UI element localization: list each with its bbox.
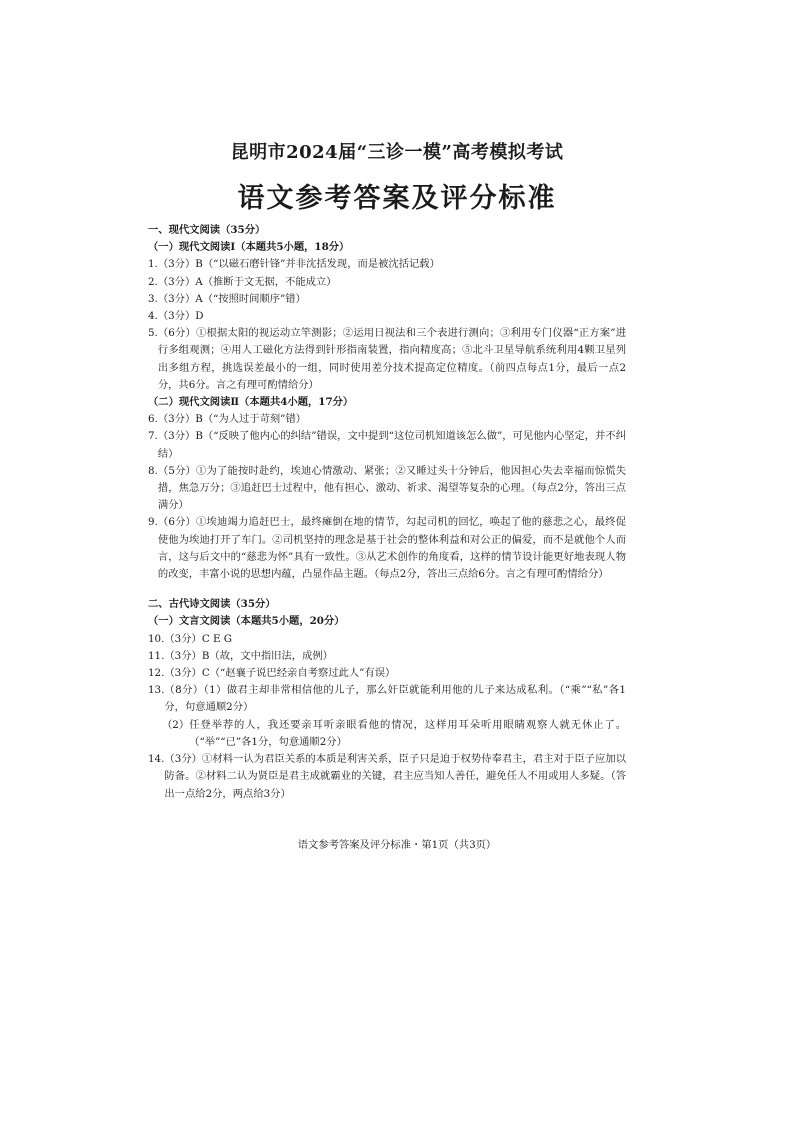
- item-number: 2.: [148, 275, 158, 288]
- answer-item: [148, 274, 626, 291]
- answer-item: [148, 717, 626, 751]
- document-subtitle: 语文参考答案及评分标准: [237, 183, 557, 214]
- item-text: （3分）B（“反映了他内心的纠结”错误，文中提到“这位司机知道该怎么做”，可见他内心坚定，并不纠结）: [157, 430, 626, 460]
- item-number: 13.: [148, 684, 165, 697]
- answer-content: [148, 222, 626, 803]
- item-text: （3分）A（“按照时间顺序”错）: [157, 292, 306, 305]
- item-text: （3分）C（“赵襄子说巴经亲自考察过此人”有误）: [164, 667, 396, 680]
- item-number: 1.: [148, 258, 158, 271]
- item-text: （5分）①为了能按时赴约，埃迪心情激动、紧张；②又睡过头十分钟后，他因担心失去幸福而惊慌失措，焦急万分；③追赶巴士过程中，他有担心、激动、祈求、渴望等复杂的心理。（每点2分，答出三点满分）: [157, 464, 626, 512]
- answer-item: [148, 751, 626, 803]
- section-heading: 一、现代文阅读（35分）: [148, 224, 266, 236]
- item-text: （3分）①材料一认为君臣关系的本质是利害关系，臣子只是迫于权势侍奉君主，君主对于臣子应加以防备。②材料二认为贤臣是君主成就霸业的关键，君主应当知人善任，避免任人不用或用人多疑。（答出一点给2分，两点给3分）: [164, 753, 626, 800]
- item-number: 7.: [148, 430, 158, 443]
- answer-item: [148, 682, 626, 716]
- item-text: （8分）（1）做君主却非常相信他的儿子，那么奸臣就能利用他的儿子来达成私利。（“乘”“私”各1分，句意通顺2分）: [164, 684, 626, 714]
- answer-item: [148, 411, 626, 428]
- item-text: （3分）A（推断于文无据，不能成立）: [157, 275, 337, 288]
- part-heading: （一）现代文阅读Ⅰ（本题共5小题，18分）: [148, 241, 350, 254]
- answer-item: [148, 648, 626, 665]
- item-text: （6分）①根据太阳的视运动立竿测影；②运用日视法和三个表进行测向；③利用专门仪器“正方案”进行多组观测；④用人工磁化方法得到针形指南装置，指向精度高；⑤北斗卫星导航系统利用4颗卫星列出多组方程，挑选误差最小的一组，同时使用差分技术提高定位精度。（前四点每点1分，最后一点2分，共6分。言之有理可酌情给分）: [157, 327, 626, 391]
- answer-item: [148, 665, 626, 682]
- part-heading: （二）现代文阅读Ⅱ（本题共4小题，17分）: [148, 396, 354, 409]
- item-text: （3分）B（“以磁石磨针锋”并非沈括发现，而是被沈括记载）: [157, 258, 440, 271]
- answer-item: [148, 291, 626, 308]
- item-text: （3分）B（故，文中指旧法，成例）: [164, 649, 333, 662]
- exam-title: 昆明市2024届“三诊一模”高考模拟考试: [230, 142, 564, 163]
- item-number: 6.: [148, 413, 158, 426]
- item-number: 3.: [148, 292, 158, 305]
- page-footer: 语文参考答案及评分标准・第1页（共3页）: [297, 839, 497, 851]
- item-text: （3分）D: [157, 310, 204, 323]
- item-text: （3分）B（“为人过于苛刻”错）: [157, 413, 307, 426]
- item-number: 8.: [148, 464, 158, 477]
- answer-item: [148, 256, 626, 273]
- answer-item: [148, 308, 626, 325]
- answer-item: [148, 514, 626, 583]
- item-number: 4.: [148, 310, 158, 323]
- answer-item: [148, 325, 626, 394]
- item-text: （6分）①埃迪竭力追赶巴士，最终瘫倒在地的情节，勾起司机的回忆，唤起了他的慈悲之心，最终促使他为埃迪打开了车门。②司机坚持的理念是基于社会的整体利益和对公正的偏爱，而不是就他个人而言，这与后文中的“慈悲为怀”具有一致性。③从艺术创作的角度看，这样的情节设计能更好地表现人物的改变，丰富小说的思想内蕴，凸显作品主题。（每点2分，答出三点给6分。言之有理可酌情给分）: [157, 516, 626, 581]
- item-number: （2）: [162, 718, 190, 731]
- item-number: 12.: [148, 667, 165, 680]
- item-number: 14.: [148, 753, 165, 766]
- section-heading: 二、古代诗文阅读（35分）: [148, 598, 276, 611]
- item-text: （3分）C E G: [164, 632, 232, 645]
- item-number: 10.: [148, 632, 165, 645]
- item-number: 9.: [148, 516, 158, 529]
- item-number: 5.: [148, 327, 158, 340]
- answer-item: [148, 428, 626, 462]
- item-number: 11.: [148, 649, 165, 662]
- part-heading: （一）文言文阅读（本题共5小题，20分）: [148, 615, 345, 628]
- answer-item: [148, 631, 626, 648]
- item-text: 任登举荐的人，我还要亲耳听亲眼看他的情况，这样用耳朵听用眼睛观察人就无休止了。（“举”“已”各1分，句意通顺2分）: [189, 718, 626, 748]
- answer-item: [148, 463, 626, 515]
